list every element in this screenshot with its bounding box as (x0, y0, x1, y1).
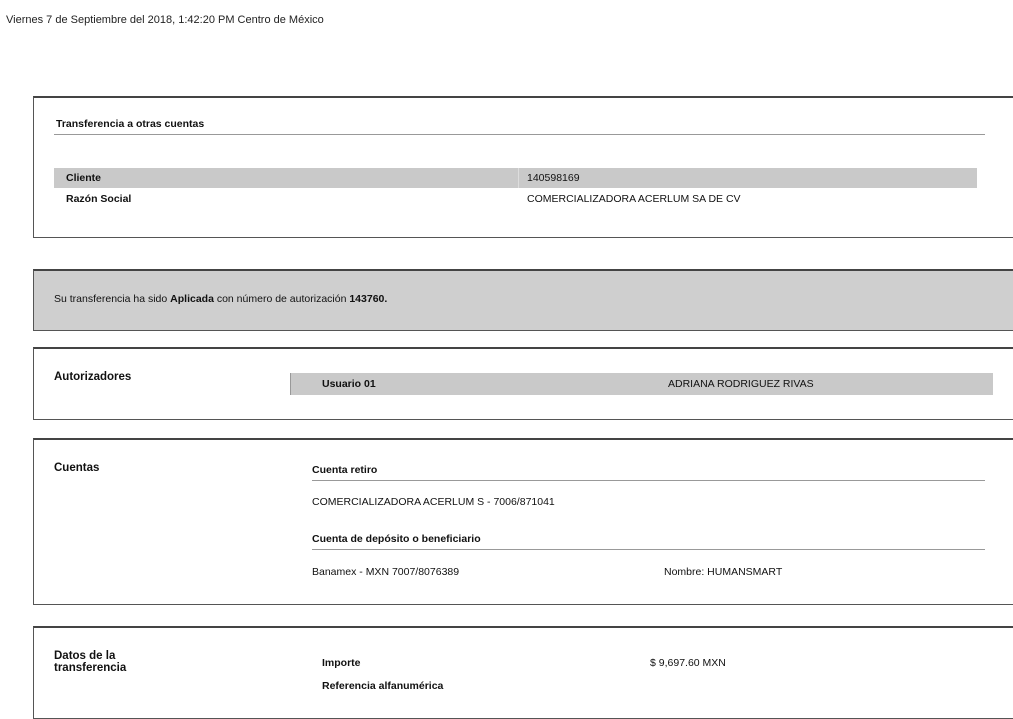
transfer-section (33, 96, 1013, 238)
transfer-details-label (54, 650, 174, 674)
column-divider (518, 168, 519, 188)
row-divider (290, 373, 291, 395)
authorizer-row (290, 373, 993, 395)
accounts-label: Cuentas (54, 462, 100, 474)
deposit-account-value: Banamex - MXN 7007/8076389 (312, 566, 460, 578)
razon-social-value: COMERCIALIZADORA ACERLUM SA DE CV (527, 193, 741, 205)
status-message (54, 293, 387, 305)
authorizers-label: Autorizadores (54, 371, 132, 383)
beneficiary-name: Nombre: HUMANSMART (664, 566, 783, 578)
transfer-details-label-line2: transferencia (54, 662, 127, 674)
status-prefix: Su transferencia ha sido (54, 293, 171, 305)
transfer-details-section (33, 626, 1013, 719)
user-name: ADRIANA RODRIGUEZ RIVAS (668, 378, 814, 390)
razon-social-label: Razón Social (66, 193, 132, 205)
title-divider (54, 134, 985, 135)
amount-value: $ 9,697.60 MXN (650, 657, 726, 669)
section-title: Transferencia a otras cuentas (56, 118, 205, 130)
client-row (54, 168, 977, 188)
amount-label: Importe (322, 657, 361, 669)
authorization-number: 143760. (349, 293, 388, 305)
reference-label: Referencia alfanumérica (322, 680, 444, 692)
razon-social-row (54, 189, 977, 209)
status-middle: con número de autorización (213, 293, 350, 305)
client-value: 140598169 (527, 172, 580, 184)
user-label: Usuario 01 (322, 378, 376, 390)
authorizers-section (33, 347, 1013, 420)
transfer-details-label-line1: Datos de la (54, 650, 116, 662)
status-state: Aplicada (170, 293, 214, 305)
status-banner (33, 269, 1013, 331)
deposit-account-heading: Cuenta de depósito o beneficiario (312, 533, 985, 550)
document-timestamp: Viernes 7 de Septiembre del 2018, 1:42:20 PM Centro de México (6, 14, 324, 26)
client-label: Cliente (66, 172, 102, 184)
accounts-section (33, 438, 1013, 605)
withdrawal-account-value: COMERCIALIZADORA ACERLUM S - 7006/871041 (312, 496, 555, 508)
withdrawal-account-heading: Cuenta retiro (312, 464, 985, 481)
